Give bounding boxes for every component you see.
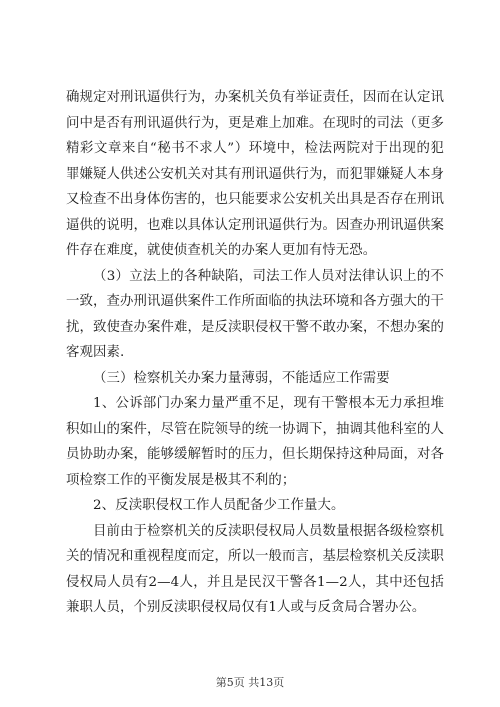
paragraph-point-1: 1、公诉部门办案力量严重不足，现有干警根本无力承担堆积如山的案件，尽管在院领导的统一协调下，抽调其他科室的人员协助办案，能够缓解暂时的压力，但长期保持这种局面，对各项检察工作的平衡发展是极其不利的； <box>66 396 444 488</box>
page-number-label: 第5页 共13页 <box>215 676 285 689</box>
section-heading-3: （三）检察机关办案力量薄弱，不能适应工作需要 <box>93 370 390 386</box>
paragraph-current-situation: 目前由于检察机关的反渎职侵权局人员数量根据各级检察机关的情况和重视程度而定，所以一般而言，基层检察机关反渎职侵权局人员有2—4人，并且是民汉干警各1—2人，其中还包括兼职人员，个别反渎职侵权局仅有1人或与反贪局合署办公。 <box>66 523 444 615</box>
page-footer <box>0 674 500 690</box>
document-body <box>66 85 444 621</box>
paragraph-continued: 确规定对刑讯逼供行为，办案机关负有举证责任，因而在认定讯问中是否有刑讯逼供行为，更是难上加难。在现时的司法（更多精彩文章来自“秘书不求人”）环境中，检法两院对于出现的犯罪嫌疑人供述公安机关对其有刑讯逼供行为，而犯罪嫌疑人本身又检查不出身体伤害的，也只能要求公安机关出具是否存在刑讯逼供的说明，也难以具体认定刑讯逼供行为。因查办刑讯逼供案件存在难度，就使侦查机关的办案人更加有恃无恐。 <box>66 90 444 258</box>
paragraph-point-2: 2、反渎职侵权工作人员配备少工作量大。 <box>93 498 345 513</box>
paragraph-item-3: （3）立法上的各种缺陷，司法工作人员对法律认识上的不一致，查办刑讯逼供案件工作所面临的执法环境和各方强大的干扰，致使查办案件难，是反渎职侵权干警不敢办案，不想办案的客观因素. <box>66 268 444 360</box>
